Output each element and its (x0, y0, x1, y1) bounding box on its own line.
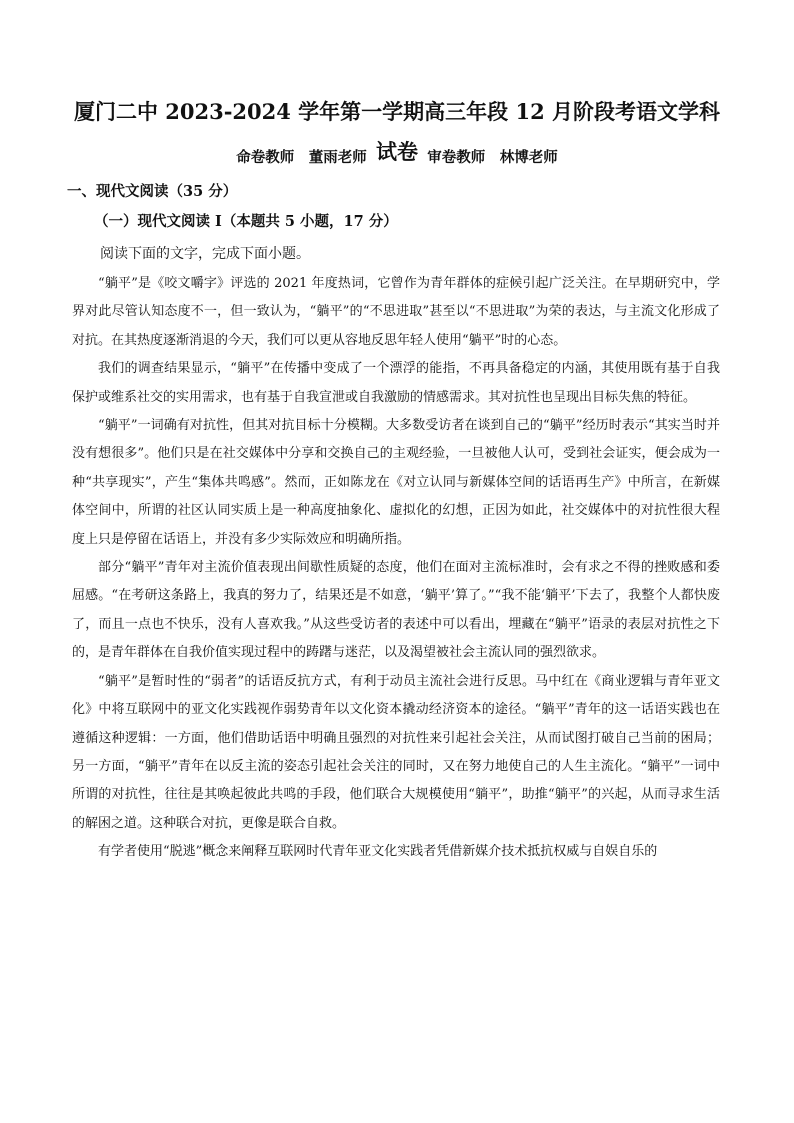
section-heading: 一、现代文阅读（35 分） (67, 183, 238, 200)
reading-passage (72, 270, 720, 867)
passage-paragraph: “躺平”是暂时性的“弱者”的话语反抗方式，有利于动员主流社会进行反思。马中红在《商业逻辑与青年亚文化》中将互联网中的亚文化实践视作弱势青年以文化资本撬动经济资本的途径。“躺平”青年的这一话语实践也在遵循这种逻辑：一方面，他们借助话语中明确且强烈的对抗性来引起社会关注，从而试图打破自己当前的困局；另一方面，“躺平”青年在以反主流的姿态引起社会关注的同时，又在努力地使自己的人生主流化。“躺平”一词中所谓的对抗性，往往是其唤起彼此共鸣的手段，他们联合大规模使用“躺平”，助推“躺平”的兴起，从而寻求生活的解困之道。这种联合对抗，更像是联合自救。 (72, 673, 720, 831)
author-gap (367, 149, 428, 166)
passage-paragraph: 有学者使用“脱逃”概念来阐释互联网时代青年亚文化实践者凭借新媒介技术抵抗权威与自娱自乐的 (98, 844, 658, 860)
author-line (0, 148, 794, 168)
setter-teacher: 命卷教师 董雨老师 (236, 149, 367, 166)
passage-paragraph: “躺平”是《咬文嚼字》评选的 2021 年度热词，它曾作为青年群体的症候引起广泛关注。在早期研究中，学界对此尽管认知态度不一，但一致认为，“躺平”的“不思进取”甚至以“不思进取”为荣的表达，与主流文化形成了对抗。在其热度逐渐消退的今天，我们可以更从容地反思年轻人使用“躺平”时的心态。 (72, 276, 720, 348)
reading-instruction: 阅读下面的文字，完成下面小题。 (100, 246, 310, 262)
passage-paragraph: “躺平”一词确有对抗性，但其对抗目标十分模糊。大多数受访者在谈到自己的“躺平”经历时表示“其实当时并没有想很多”。他们只是在社交媒体中分享和交换自己的主观经验，一旦被他人认可，受到社会证实，便会成为一种“共享现实”，产生“集体共鸣感”。然而，正如陈龙在《对立认同与新媒体空间的话语再生产》中所言，在新媒体空间中，所谓的社区认同实质上是一种高度抽象化、虚拟化的幻想，正因为如此，社交媒体中的对抗性很大程度上只是停留在话语上，并没有多少实际效应和明确所指。 (72, 418, 720, 547)
reviewer-teacher: 审卷教师 林博老师 (427, 149, 558, 166)
subsection-heading: （一）现代文阅读 I（本题共 5 小题，17 分） (94, 213, 398, 230)
passage-paragraph: 部分“躺平”青年对主流价值表现出间歇性质疑的态度，他们在面对主流标准时，会有求之不得的挫败感和委屈感。“在考研这条路上，我真的努力了，结果还是不如意，‘躺平’算了。”“我不能‘躺平’下去了，我整个人都快废了，而且一点也不快乐，没有人喜欢我。”从这些受访者的表述中可以看出，埋藏在“躺平”语录的表层对抗性之下的，是青年群体在自我价值实现过程中的踌躇与迷茫，以及渴望被社会主流认同的强烈欲求。 (72, 560, 720, 661)
passage-paragraph: 我们的调查结果显示，“躺平”在传播中变成了一个漂浮的能指，不再具备稳定的内涵，其使用既有基于自我保护或维系社交的实用需求，也有基于自我宣泄或自我激励的情感需求。其对抗性也呈现出目标失焦的特征。 (72, 361, 720, 405)
page-title: 厦门二中 2023-2024 学年第一学期高三年段 12 月阶段考语文学科试卷 (73, 99, 721, 164)
